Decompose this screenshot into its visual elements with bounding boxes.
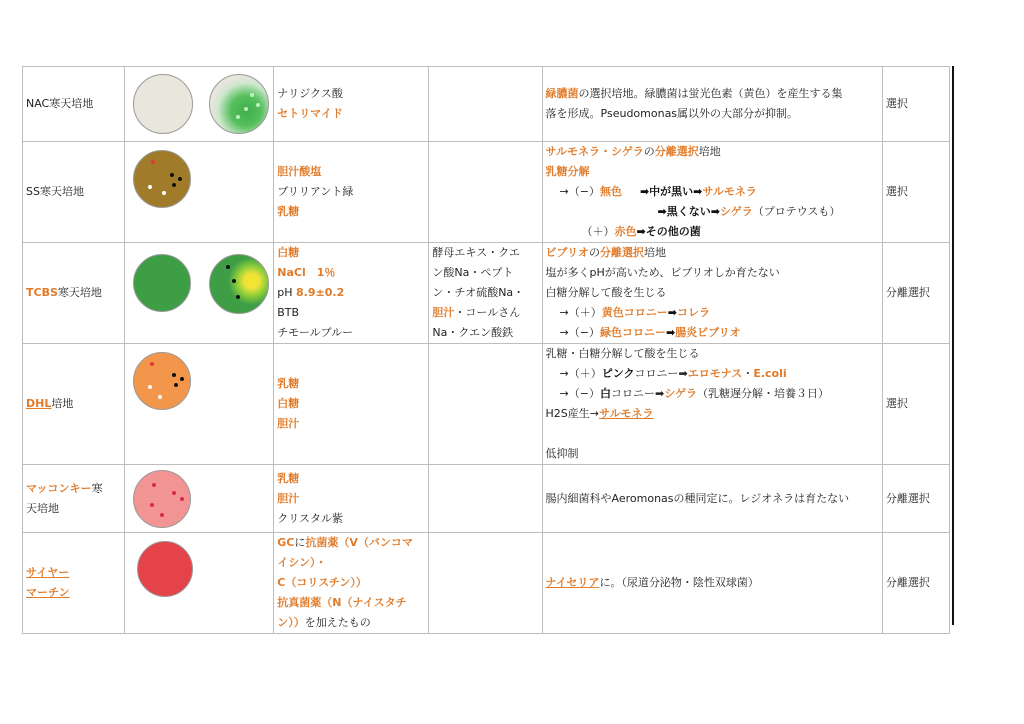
table-row <box>23 344 950 465</box>
medium-type: 分離選択 <box>882 533 949 634</box>
medium-components: 白糖 NaCl 1％ pH 8.9±0.2 BTB チモールブルー <box>274 243 429 344</box>
medium-description: 緑膿菌の選択培地。緑膿菌は蛍光色素（黄色）を産生する集 落を形成。Pseudomonas属以外の大部分が抑制。 <box>542 67 882 142</box>
plate-illustration <box>125 243 274 344</box>
medium-description: 腸内細菌科やAeromonasの種同定に。レジオネラは育たない <box>542 465 882 533</box>
medium-description: 乳糖・白糖分解して酸を生じる →（＋）ピンクコロニー➡エロモナス・E.coli →（−）白コロニー➡シゲラ（乳糖遅分解・培養３日） H2S産生→サルモネラ 低抑制 <box>542 344 882 465</box>
plate-illustration <box>125 465 274 533</box>
medium-name: マッコンキー寒 天培地 <box>23 465 125 533</box>
medium-name: NAC寒天培地 <box>23 67 125 142</box>
plate-icon <box>133 74 193 134</box>
medium-components: ナリジクス酸 セトリマイド <box>274 67 429 142</box>
medium-description: サルモネラ・シゲラの分離選択培地 乳糖分解 →（−）無色 ➡中が黒い➡サルモネラ ➡黒くない➡シゲラ（プロテウスも） （＋）赤色➡その他の菌 <box>542 142 882 243</box>
table-row <box>23 142 950 243</box>
medium-components-2 <box>429 465 542 533</box>
table-row <box>23 533 950 634</box>
plate-illustration <box>125 142 274 243</box>
plate-illustration <box>125 67 274 142</box>
table-row <box>23 243 950 344</box>
plate-culture-icon <box>209 74 269 134</box>
medium-name: サイヤー マーチン <box>23 533 125 634</box>
plate-illustration <box>125 533 274 634</box>
medium-name: SS寒天培地 <box>23 142 125 243</box>
culture-media-table <box>22 66 950 634</box>
plate-illustration <box>125 344 274 465</box>
plate-icon <box>137 541 193 597</box>
medium-components-2 <box>429 142 542 243</box>
medium-type: 分離選択 <box>882 243 949 344</box>
medium-name: TCBS寒天培地 <box>23 243 125 344</box>
medium-components: 胆汁酸塩 ブリリアント緑 乳糖 <box>274 142 429 243</box>
medium-name: DHL培地 <box>23 344 125 465</box>
medium-components-2: 酵母エキス・クエ ン酸Na・ペプト ン・チオ硫酸Na・ 胆汁・コールさん Na・クエン酸鉄 <box>429 243 542 344</box>
plate-icon <box>133 150 191 208</box>
plate-icon <box>133 470 191 528</box>
medium-components-2 <box>429 67 542 142</box>
table-row <box>23 465 950 533</box>
medium-type: 選択 <box>882 344 949 465</box>
plate-icon <box>133 352 191 410</box>
plate-icon <box>133 254 191 312</box>
medium-components: GCに抗菌薬（V（バンコマ イシン）・ C（コリスチン）） 抗真菌薬（N（ナイスタチ ン））を加えたもの <box>274 533 429 634</box>
medium-components-2 <box>429 533 542 634</box>
medium-components-2 <box>429 344 542 465</box>
medium-type: 分離選択 <box>882 465 949 533</box>
table-row <box>23 67 950 142</box>
plate-culture-icon <box>209 254 269 314</box>
medium-description: ビブリオの分離選択培地 塩が多くpHが高いため、ビブリオしか育たない 白糖分解して酸を生じる →（＋）黄色コロニー➡コレラ →（−）緑色コロニー➡腸炎ビブリオ <box>542 243 882 344</box>
medium-components: 乳糖 白糖 胆汁 <box>274 344 429 465</box>
medium-type: 選択 <box>882 67 949 142</box>
media-table-frame <box>22 66 954 629</box>
medium-type: 選択 <box>882 142 949 243</box>
medium-components: 乳糖 胆汁 クリスタル紫 <box>274 465 429 533</box>
medium-description: ナイセリアに。（尿道分泌物・陰性双球菌） <box>542 533 882 634</box>
